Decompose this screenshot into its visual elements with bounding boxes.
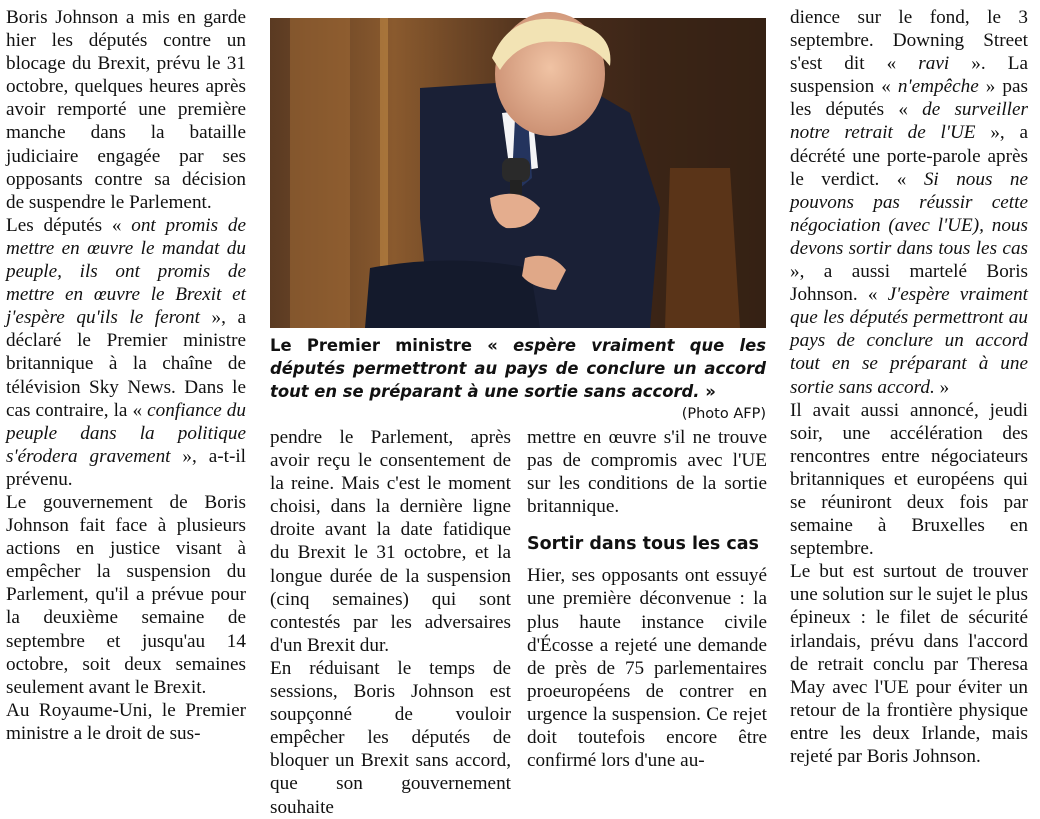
article-column-3: [527, 426, 767, 806]
text-span: Les députés «: [6, 214, 132, 236]
paragraph: Hier, ses opposants ont essuyé une première déconvenue : la plus haute instance civile d'Écosse a rejeté une demande de près de 75 parlementaires proeuropéens de contrer en urgence la suspension. Ce rejet doit toutefois encore être confirmé lors d'une au-: [527, 565, 767, 772]
text-span: », a-t-il prévenu.: [6, 445, 246, 490]
text-span: ». La suspension «: [790, 53, 1028, 98]
text-span: », a décrété une porte-parole après le verdict. «: [790, 122, 1028, 190]
paragraph: En réduisant le temps de sessions, Boris Johnson est soupçonné de vouloir empêcher les députés de bloquer un Brexit sans accord, que son gouvernement souhaite: [270, 657, 511, 818]
quote: n'empêche: [897, 76, 979, 98]
quote: de surveiller notre retrait de l'UE: [790, 99, 1028, 144]
text-span: dience sur le fond, le 3 septembre. Downing Street s'est dit «: [790, 7, 1028, 75]
paragraph: Boris Johnson a mis en garde hier les députés contre un blocage du Brexit, prévu le 31 octobre, quelques heures après avoir remporté une première manche dans la bataille judiciaire engagée par ses opposants contre sa décision de suspendre le Parlement.: [6, 7, 246, 213]
article-column-1: [6, 6, 246, 806]
text-span: », a aussi martelé Boris Johnson. «: [790, 261, 1028, 306]
paragraph: mettre en œuvre s'il ne trouve pas de compromis avec l'UE sur les conditions de la sortie britannique.: [527, 427, 767, 518]
article-column-4: [790, 6, 1028, 806]
subheading: Sortir dans tous les cas: [527, 534, 759, 555]
photo-credit: (Photo AFP): [681, 406, 766, 422]
quote: J'espère vraiment que les députés permettront au pays de conclure un accord tout en se préparant à une sortie sans accord.: [790, 284, 1028, 398]
paragraph: pendre le Parlement, après avoir reçu le consentement de la reine. Mais c'est le moment choisi, dans la dernière ligne droite avant la date fatidique du Brexit le 31 octobre, et la longue durée de la suspension (cinq semaines) qui sont contestés par les adversaires d'un Brexit dur.: [270, 427, 511, 656]
paragraph: [6, 214, 246, 491]
photo-caption: [270, 334, 766, 426]
paragraph: Il avait aussi annoncé, jeudi soir, une accélération des rencontres entre négociateurs britanniques et européens qui se réuniront deux fois par semaine à Bruxelles en septembre.: [790, 399, 1028, 560]
paragraph: Le gouvernement de Boris Johnson fait face à plusieurs actions en justice visant à empêcher la suspension du Parlement, qu'il a prévue pour la deuxième semaine de septembre et jusqu'au 14 octobre, soit deux semaines seulement avant le Brexit.: [6, 491, 246, 698]
paragraph: [790, 6, 1028, 399]
text-span: »: [934, 376, 950, 398]
paragraph: Le but est surtout de trouver une solution sur le sujet le plus épineux : le filet de sécurité irlandais, prévu dans l'accord de retrait conclu par Theresa May avec l'UE pour éviter un retour de la frontière physique entre les deux Irlande, mais rejeté par Boris Johnson.: [790, 561, 1028, 767]
quote: Si nous ne pouvons pas réussir cette négociation (avec l'UE), nous devons sortir dans tous les cas: [790, 168, 1028, 259]
caption-text: »: [699, 382, 716, 401]
quote: ont promis de mettre en œuvre le mandat du peuple, ils ont promis de mettre en œuvre le Brexit et j'espère qu'ils le feront: [6, 214, 246, 329]
photo-illustration: [270, 18, 766, 328]
quote: ravi: [918, 53, 950, 75]
article-column-2: [270, 426, 511, 818]
text-span: », a déclaré le Premier ministre britannique à la chaîne de télévision Sky News. Dans le cas contraire, la «: [6, 307, 246, 421]
paragraph: Au Royaume-Uni, le Premier ministre a le droit de sus-: [6, 699, 246, 744]
text-span: » pas les députés «: [790, 76, 1029, 121]
quote: confiance du peuple dans la politique s'érodera gravement: [6, 399, 246, 467]
caption-text: Le Premier ministre «: [270, 336, 514, 355]
news-photo: [270, 18, 766, 328]
caption-quote: espère vraiment que les députés permettront au pays de conclure un accord tout en se préparant à une sortie sans accord.: [270, 336, 766, 401]
